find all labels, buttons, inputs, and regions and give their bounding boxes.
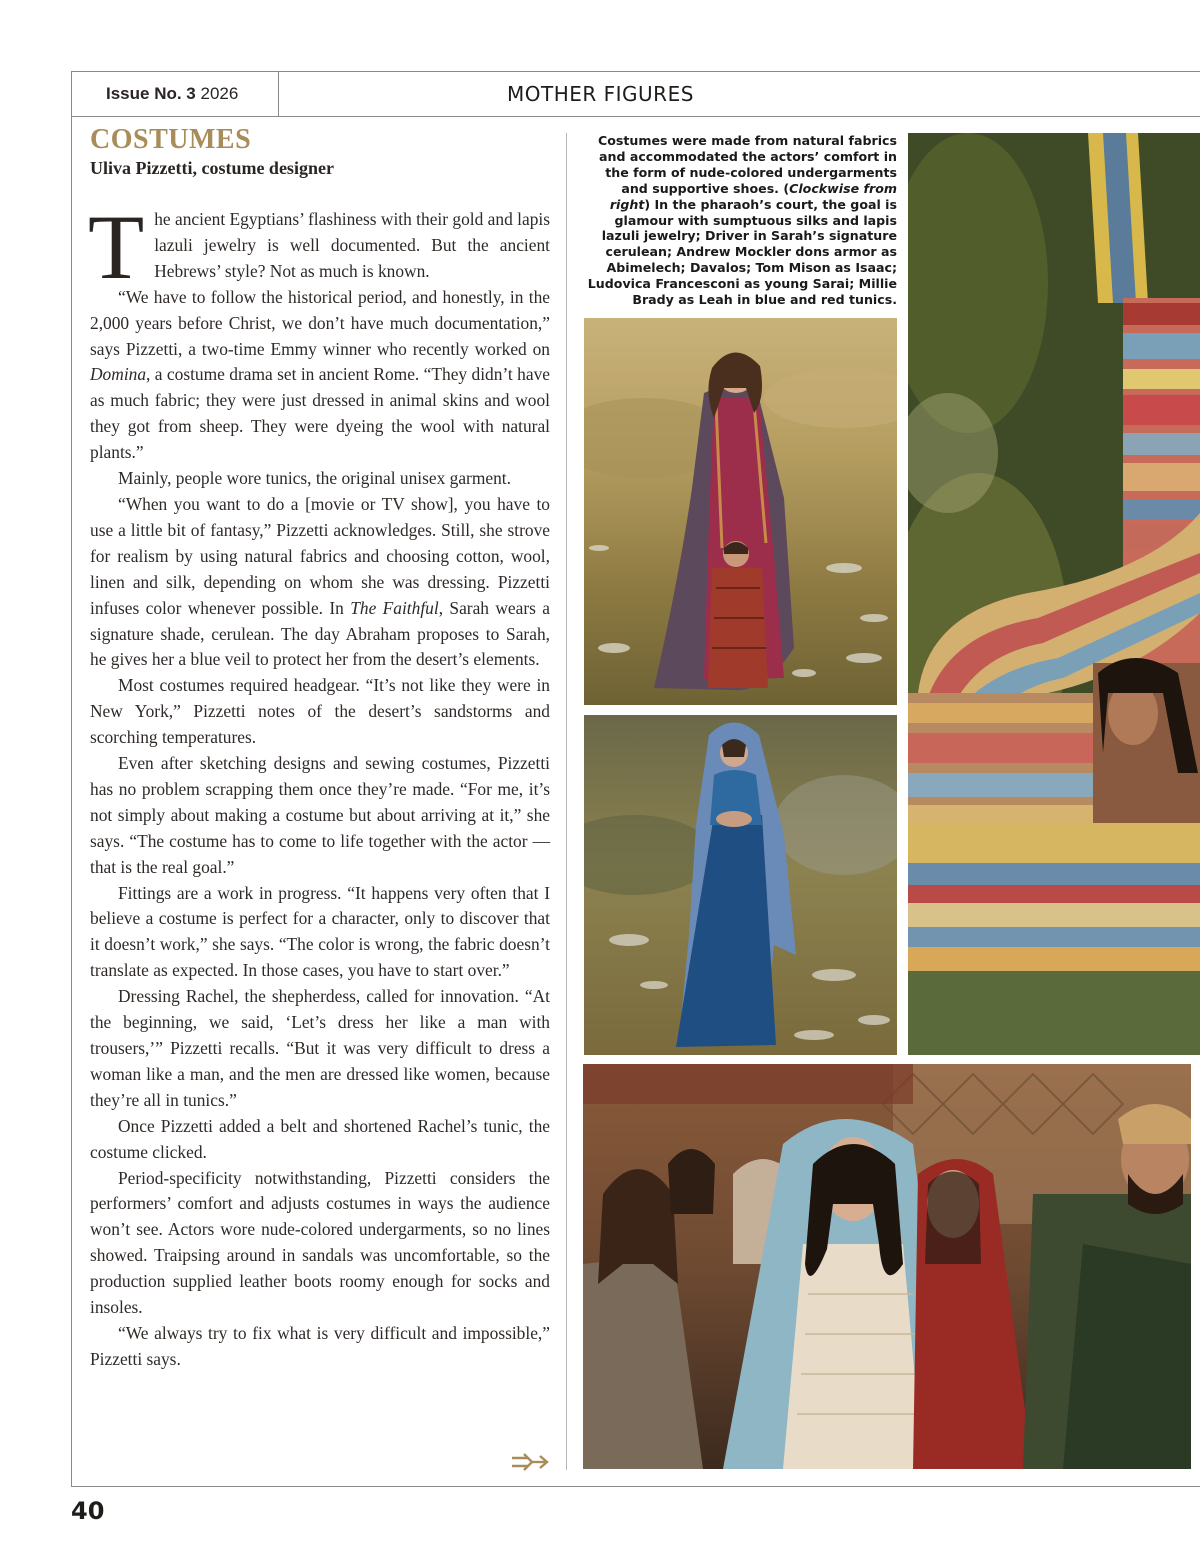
continue-arrow-icon <box>510 1452 550 1472</box>
title-domina: Domina <box>90 364 147 385</box>
paragraph-2-text-a: “We have to follow the historical period, and honestly, in the 2,000 years before Christ, we don’t have much documentation,” says Pizzetti, a two-time Emmy winner who recently worked on <box>90 286 550 359</box>
paragraph-7: Fittings are a work in progress. “It happens very often that I believe a costume is perfect for a character, only to discover that it doesn’t work,” she says. “The color is wrong, the fabric doesn’t translate as expected. In those cases, you have to start over.” <box>90 882 550 981</box>
caption-tail: ) In the pharaoh’s court, the goal is glamour with sumptuous silks and lapis lazuli jewelry; Driver in Sarah’s signature cerulean; Andrew Mockler dons armor as Abimelech; Davalos; Tom Mison as Isaac; Ludovica Francesconi as young Sarai; Millie Brady as Leah in blue and red tunics. <box>587 196 897 308</box>
caption-italic: Clockwise from right <box>609 180 897 212</box>
caption-lead: Costumes were made from natural fabrics and accommodated the actors’ comfort in the form of nude-colored undergarments and supportive shoes. ( <box>598 133 897 196</box>
article-kicker: COSTUMES <box>90 124 252 155</box>
column-rule <box>566 133 567 1470</box>
page-number: 40 <box>71 1497 105 1525</box>
photo-pharaoh-court <box>908 133 1200 1055</box>
paragraph-4-text-a: “When you want to do a [movie or TV show], you have to use a little bit of fantasy,” Pizzetti acknowledges. Still, she strove for realism by using natural fabrics and choosing cotton, wool, linen and silk, depending on whom she was dressing. Pizzetti infuses color whenever possible. In <box>90 493 550 618</box>
paragraph-10: Period-specificity notwithstanding, Pizzetti considers the performers’ comfort and adjusts costumes in ways the audience won’t see. Actors wore nude-colored undergarments, so no lines showed. Traipsing around in sandals was uncomfortable, so the production supplied leather boots roomy enough for socks and insoles. <box>90 1167 550 1318</box>
title-the-faithful: The Faithful <box>350 597 439 618</box>
paragraph-4 <box>90 492 550 673</box>
photo-caption <box>584 133 897 308</box>
paragraph-8: Dressing Rachel, the shepherdess, called for innovation. “At the beginning, we said, ‘Let’s dress her like a man with trousers,’” Pizzetti recalls. “But it was very difficult to dress a woman like a man, and the men are dressed like women, because they’re all in tunics.” <box>90 986 550 1110</box>
issue-label <box>106 84 238 104</box>
issue-number: Issue No. 3 <box>106 84 196 103</box>
photo-leah-crowd <box>583 1064 1191 1469</box>
section-title: MOTHER FIGURES <box>507 82 694 106</box>
header-bottom-rule <box>71 116 1200 117</box>
article-byline: Uliva Pizzetti, costume designer <box>90 158 334 178</box>
issue-year: 2026 <box>200 84 239 103</box>
drop-cap: T <box>88 196 145 298</box>
article-body <box>88 196 550 1373</box>
paragraph-6: Even after sketching designs and sewing costumes, Pizzetti has no problem scrapping them once they’re made. “For me, it’s not simply about making a costume but about arriving at it,” she says. “The costume has to come to life together with the actor — that is the real goal.” <box>90 753 550 877</box>
paragraph-11: “We always try to fix what is very difficult and impossible,” Pizzetti says. <box>90 1322 550 1369</box>
paragraph-5: Most costumes required headgear. “It’s not like they were in New York,” Pizzetti notes of the desert’s sandstorms and scorching temperatures. <box>90 675 550 748</box>
paragraph-4-text-b: , Sarah wears a signature shade, cerulean. The day Abraham proposes to Sarah, he gives her a blue veil to protect her from the desert’s elements. <box>90 597 550 670</box>
paragraph-2 <box>90 285 550 466</box>
paragraph-2-text-b: , a costume drama set in ancient Rome. “They didn’t have as much fabric; they were just dressed in animal skins and wool they got from sheep. They were dyeing the wool with natural plants.” <box>90 364 550 463</box>
page-left-rule <box>71 71 72 1487</box>
header-top-rule <box>71 71 1200 72</box>
photo-sarah-blue-veil <box>584 715 897 1055</box>
paragraph-1 <box>88 196 550 298</box>
paragraph-9: Once Pizzetti added a belt and shortened Rachel’s tunic, the costume clicked. <box>90 1115 550 1162</box>
paragraph-1-text: he ancient Egyptians’ flashiness with their gold and lapis lazuli jewelry is well documented. But the ancient Hebrews’ style? Not as much is known. <box>154 209 550 281</box>
photo-sarai-with-child <box>584 318 897 705</box>
header-divider <box>278 71 279 117</box>
paragraph-3: Mainly, people wore tunics, the original unisex garment. <box>118 468 511 489</box>
page-bottom-rule <box>71 1486 1200 1487</box>
